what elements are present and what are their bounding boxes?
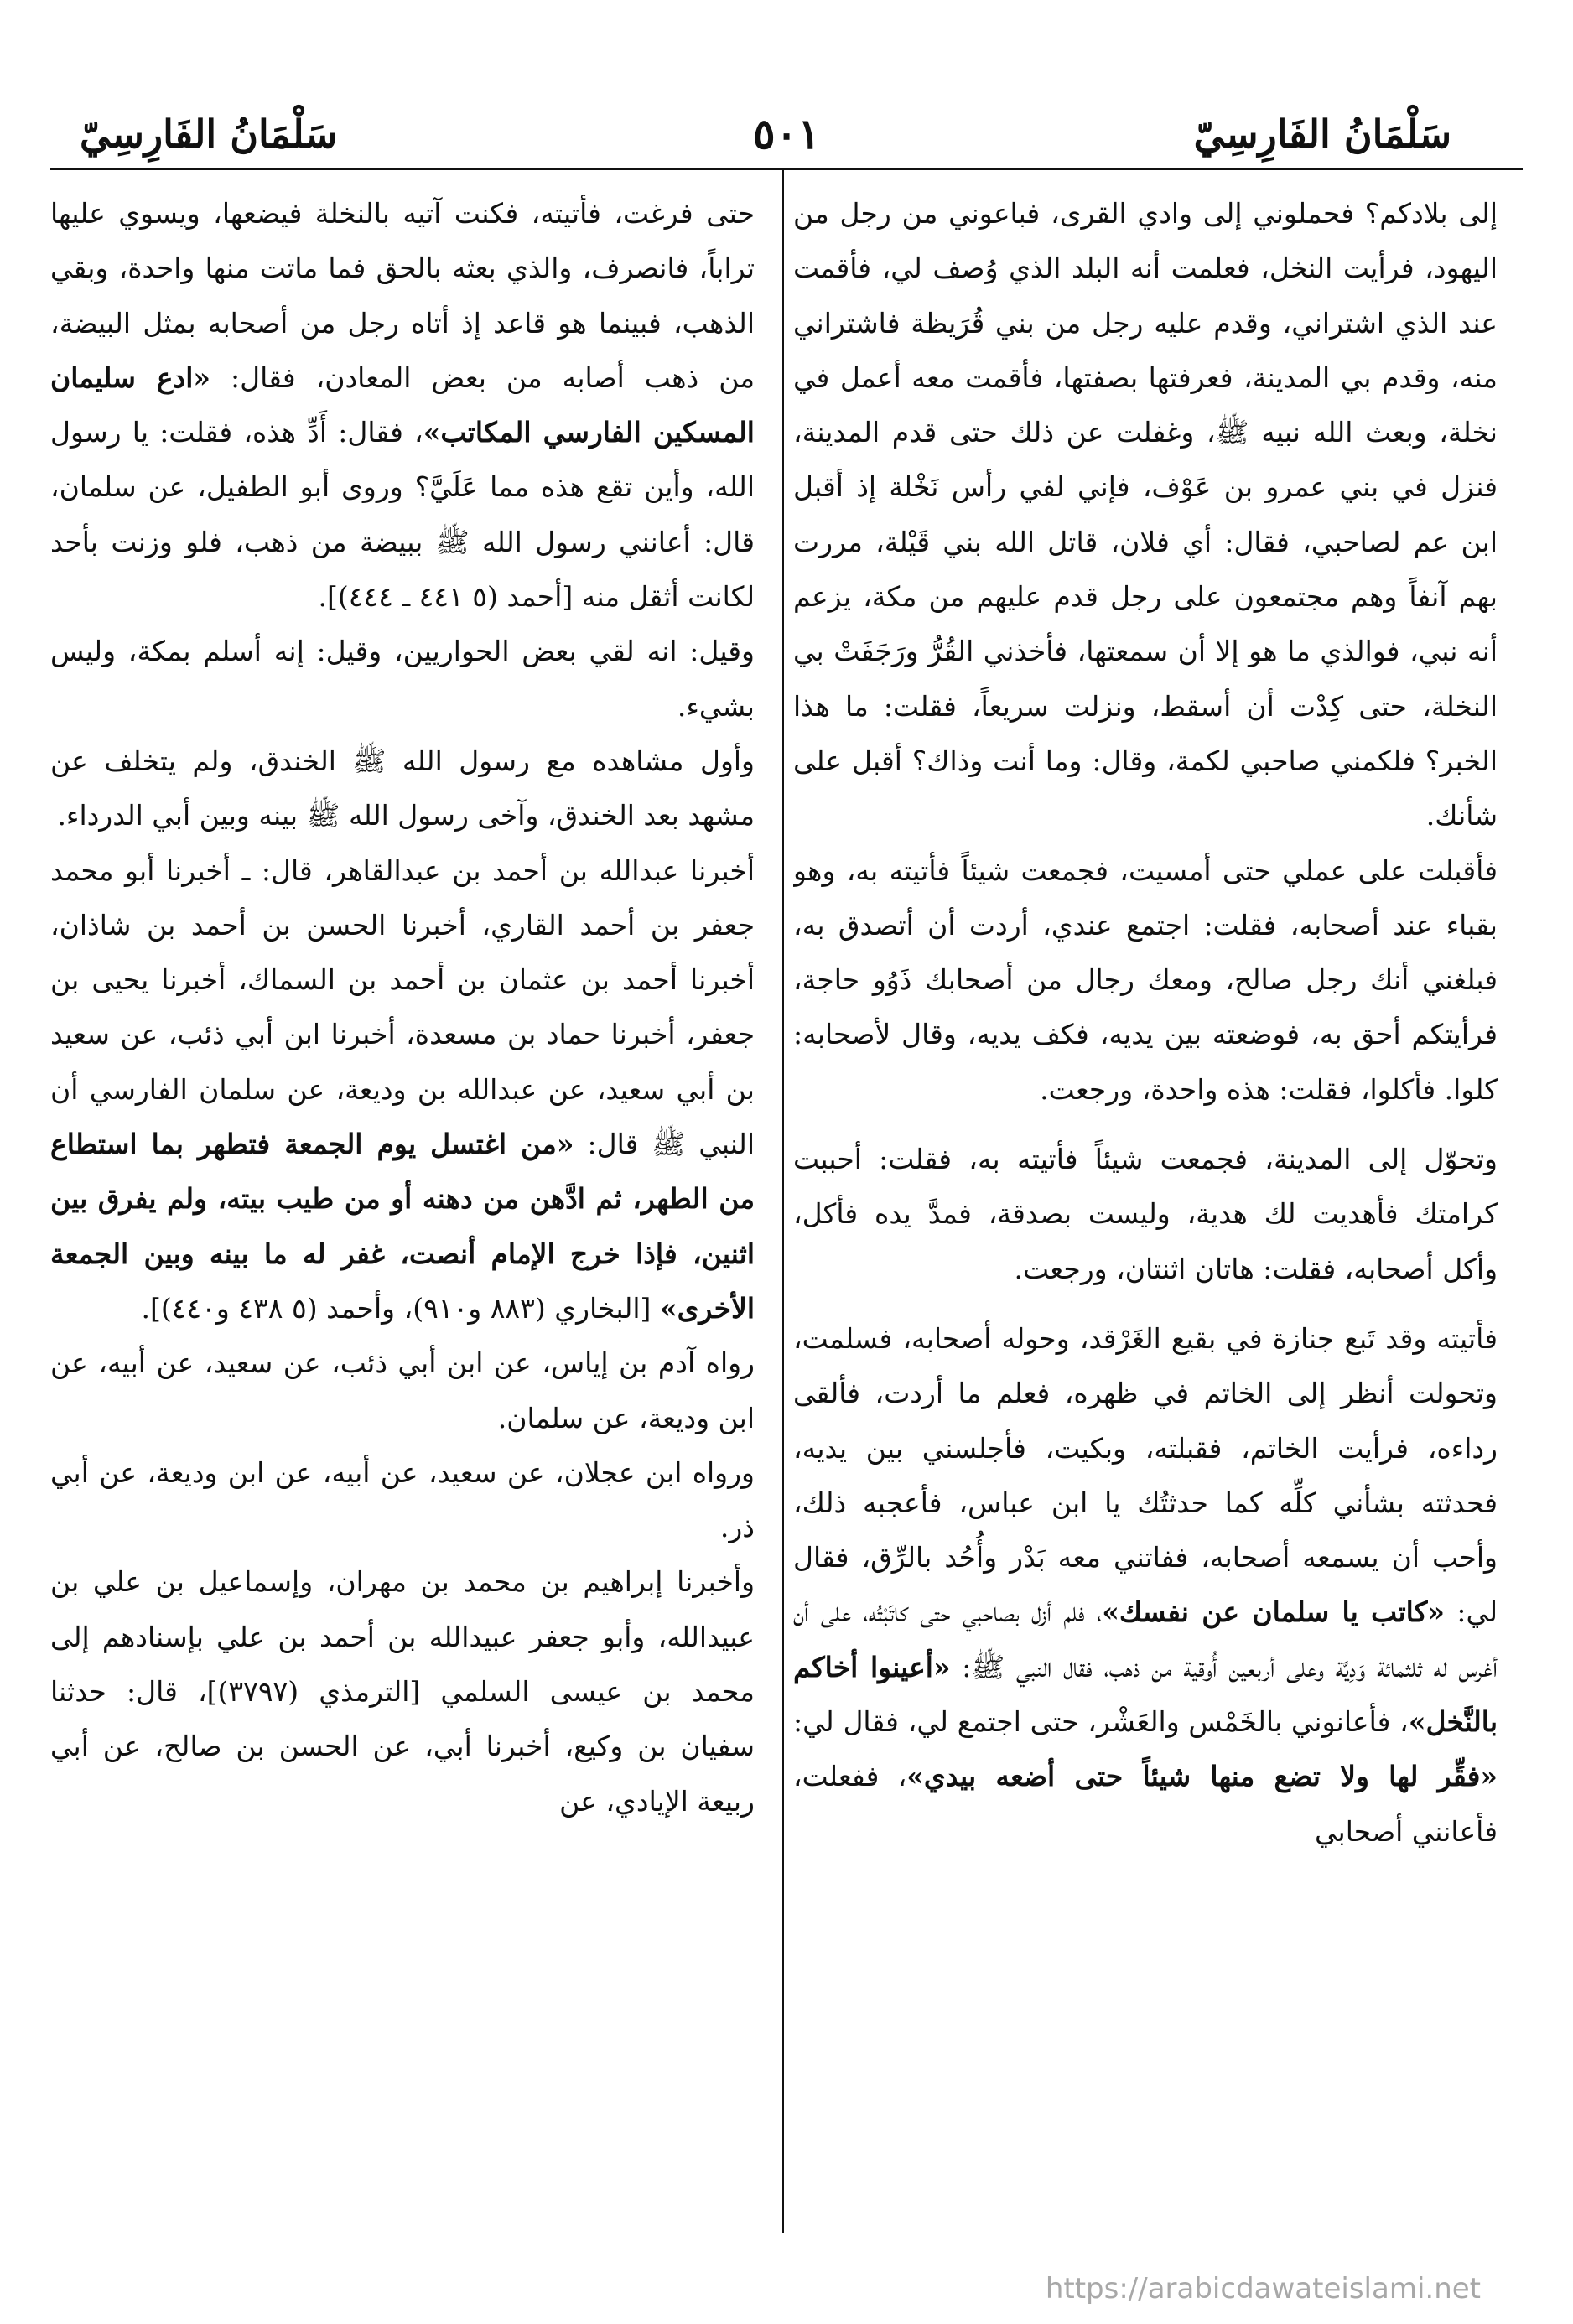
hadith-quote: «فقِّر لها ولا تضع منها شيئاً حتى أضعه بيدي» — [906, 1760, 1498, 1793]
running-title-right: سَلْمَانُ الفَارِسِيّ — [1193, 112, 1451, 157]
running-title-left: سَلْمَانُ الفَارِسِيّ — [80, 112, 338, 157]
hadith-quote: «كاتب يا سلمان عن نفسك» — [1102, 1595, 1446, 1629]
paragraph: وتحوّل إلى المدينة، فجمعت شيئاً فأتيته به، فقلت: أحببت كرامتك فأهديت لك هدية، وليست بصدقة، فمدَّ يده فأكل، وأكل أصحابه، فقلت: هاتان اثنتان، ورجعت. — [793, 1143, 1498, 1285]
paragraph: إلى بلادكم؟ فحملوني إلى وادي القرى، فباعوني من رجل من اليهود، فرأيت النخل، فعلمت أنه البلد الذي وُصف لي، فأقمت عند الذي اشتراني، وقدم عليه رجل من بني قُرَيظة فاشتراني منه، وقدم بي المدينة، فعرفتها بصفتها، فأقمت معه أعمل في نخلة، وبعث الله نبيه ﷺ، وغفلت عن ذلك حتى قدم المدينة، فنزل في بني عمرو بن عَوْف، فإني لفي رأس نَخْلة إذ أقبل ابن عم لصاحبي، فقال: أي فلان، قاتل الله بني قَيْلة، مررت بهم آنفاً وهم مجتمعون على رجل قدم عليهم من مكة، يزعم أنه نبي، فوالذي ما هو إلا أن سمعتها، فأخذني القُرُّ ورَجَفَتْ بي النخلة، حتى كِدْت أن أسقط، ونزلت سريعاً، فقلت: ما هذا الخبر؟ فلكمني صاحبي لكمة، وقال: وما أنت وذاك؟ أقبل على شأنك. — [793, 197, 1498, 833]
right-column — [793, 186, 1498, 2232]
column-divider — [782, 170, 784, 2233]
paragraph: ورواه ابن عجلان، عن سعيد، عن أبيه، عن ابن وديعة، عن أبي ذر. — [50, 1455, 755, 1544]
hadith-quote: «من اغتسل يوم الجمعة فتطهر بما استطاع من الطهر، ثم ادَّهن من دهنه أو من طيب بيته، ولم يفرق بين اثنين، فإذا خرج الإمام أنصت، غفر له ما بينه وبين الجمعة الأخرى» — [50, 1128, 755, 1325]
hadith-quote: «أعينوا أخاكم بالنَّخل» — [793, 1650, 1498, 1739]
hadith-quote: «ادع سليمان المسكين الفارسي المكاتب» — [50, 361, 755, 449]
page-number: ٥٠١ — [752, 109, 821, 158]
header-rule — [50, 168, 1523, 170]
paragraph: فأقبلت على عملي حتى أمسيت، فجمعت شيئاً فأتيته به، وهو بقباء عند أصحابه، فقلت: اجتمع عندي، أردت أن أتصدق به، فبلغني أنك رجل صالح، ومعك رجال من أصحابك ذَوُو حاجة، فرأيتكم أحق به، فوضعته بين يديه، فكف يديه، وقال لأصحابه: كلوا. فأكلوا، فقلت: هذه واحدة، ورجعت. — [793, 853, 1498, 1106]
paragraph: فأتيته وقد تَبع جنازة في بقيع الغَرْقد، وحوله أصحابه، فسلمت، وتحولت أنظر إلى الخاتم في ظهره، فعلم ما أردت، فألقى رداءه، فرأيت الخاتم، فقبلته، وبكيت، فأجلسني بين يديه، فحدثته بشأني كلِّه كما حدثتُك يا ابن عباس، فأعجبه ذلك، وأحب أن يسمعه أصحابه، ففاتني معه بَدْر وأُحُد بالرِّق، فقال لي: «كاتب يا سلمان عن نفسك»، فلم أزل بصاحبي حتى كاتَبْتُه، على أن أغرس له ثلثمائة وَدِيَّة وعلى أربعين أُوقية من ذهب، فقال النبي ﷺ: «أعينوا أخاكم بالنَّخل»، فأعانوني بالخَمْس والعَشْر، حتى اجتمع لي، فقال لي: «فقِّر لها ولا تضع منها شيئاً حتى أضعه بيدي»، ففعلت، فأعانني أصحابي — [793, 1321, 1498, 1848]
left-column — [50, 186, 755, 2232]
watermark-url: https://arabicdawateislami.net — [1045, 2272, 1481, 2306]
paragraph: رواه آدم بن إياس، عن ابن أبي ذئب، عن سعيد، عن أبيه، عن ابن وديعة، عن سلمان. — [50, 1346, 755, 1434]
running-header — [0, 101, 1573, 176]
paragraph: أخبرنا عبدالله بن أحمد بن عبدالقاهر، قال: ـ أخبرنا أبو محمد جعفر بن أحمد القاري، أخبرنا الحسن بن أحمد بن شاذان، أخبرنا أحمد بن عثمان بن أحمد بن السماك، أخبرنا يحيى بن جعفر، أخبرنا حماد بن مسعدة، أخبرنا ابن أبي ذئب، عن سعيد بن أبي سعيد، عن عبدالله بن وديعة، عن سلمان الفارسي أن النبي ﷺ قال: «من اغتسل يوم الجمعة فتطهر بما استطاع من الطهر، ثم ادَّهن من دهنه أو من طيب بيته، ولم يفرق بين اثنين، فإذا خرج الإمام أنصت، غفر له ما بينه وبين الجمعة الأخرى» [البخاري (٨٨٣ و٩١٠)، وأحمد (٥ ٤٣٨ و٤٤٠)]. — [50, 853, 755, 1325]
paragraph: حتى فرغت، فأتيته، فكنت آتيه بالنخلة فيضعها، ويسوي عليها تراباً، فانصرف، والذي بعثه بالحق فما ماتت منها واحدة، وبقي الذهب، فبينما هو قاعد إذ أتاه رجل من أصحابه بمثل البيضة، من ذهب أصابه من بعض المعادن، فقال: «ادع سليمان المسكين الفارسي المكاتب»، فقال: أَدِّ هذه، فقلت: يا رسول الله، وأين تقع هذه مما عَلَيَّ؟ وروى أبو الطفيل، عن سلمان، قال: أعانني رسول الله ﷺ ببيضة من ذهب، فلو وزنت بأحد لكانت أثقل منه [أحمد (٥ ٤٤١ ـ ٤٤٤)]. — [50, 197, 755, 614]
paragraph: وقيل: انه لقي بعض الحواريين، وقيل: إنه أسلم بمكة، وليس بشيء. — [50, 635, 755, 723]
paragraph: وأول مشاهده مع رسول الله ﷺ الخندق، ولم يتخلف عن مشهد بعد الخندق، وآخى رسول الله ﷺ بينه وبين أبي الدرداء. — [50, 744, 755, 833]
paragraph: وأخبرنا إبراهيم بن محمد بن مهران، وإسماعيل بن علي بن عبيدالله، وأبو جعفر عبيدالله بن أحمد بن علي بإسنادهم إلى محمد بن عيسى السلمي [الترمذي (٣٧٩٧)]، قال: حدثنا سفيان بن وكيع، أخبرنا أبي، عن الحسن بن صالح، عن أبي ربيعة الإيادي، عن — [50, 1565, 755, 1818]
